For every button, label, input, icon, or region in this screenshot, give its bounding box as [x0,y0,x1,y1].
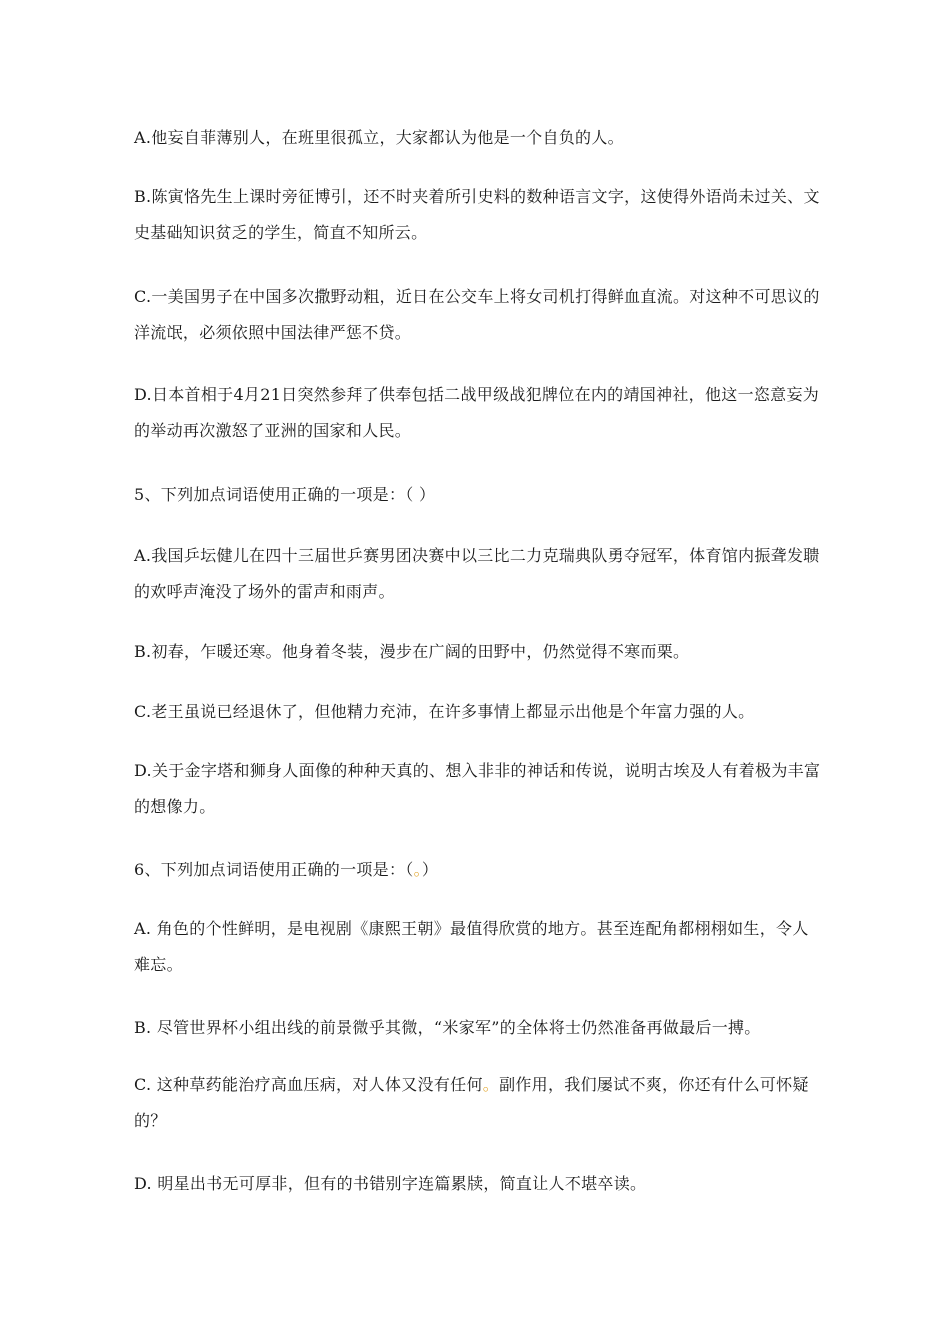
q6-option-a: A. 角色的个性鲜明，是电视剧《康熙王朝》最值得欣赏的地方。甚至连配角都栩栩如生，令人难忘。 [134,919,809,974]
q5-option-b: B.初春，乍暖还寒。他身着冬装，漫步在广阔的田野中，仍然觉得不寒而栗。 [134,642,690,661]
q6-option-b: B. 尽管世界杯小组出线的前景微乎其微，“米家军”的全体将士仍然准备再做最后一搏。 [134,1018,761,1037]
q4-option-c: C.一美国男子在中国多次撒野动粗，近日在公交车上将女司机打得鲜血直流。对这种不可思议的洋流氓，必须依照中国法律严惩不贷。 [134,287,820,342]
q6-option-c-text-2: 副作用，我们屡试不爽，你还有什么可怀疑的？ [134,1075,809,1130]
q6-option-c-text-1: C. 这种草药能治疗高血压病，对人体又没有任何 [134,1075,483,1094]
q5-option-a: A.我国乒坛健儿在四十三届世乒赛男团决赛中以三比二力克瑞典队勇夺冠军，体育馆内振聋发聩的欢呼声淹没了场外的雷声和雨声。 [134,546,820,601]
q5-option-d: D.关于金字塔和狮身人面像的种种天真的、想入非非的神话和传说，说明古埃及人有着极为丰富的想像力。 [134,761,821,816]
stray-dot-mark: 。 [413,860,422,879]
q6-stem [134,852,824,888]
stray-dot-mark-2: 。 [482,1075,500,1094]
q4-option-a: A.他妄自菲薄别人，在班里很孤立，大家都认为他是一个自负的人。 [134,128,624,147]
q6-stem-close: ） [421,860,439,879]
q6-stem-text: 6、下列加点词语使用正确的一项是：（ [134,860,414,879]
q5-option-c: C.老王虽说已经退休了，但他精力充沛，在许多事情上都显示出他是个年富力强的人。 [134,702,755,721]
q5-stem: 5、下列加点词语使用正确的一项是：（ ） [134,485,436,504]
q6-option-d: D. 明星出书无可厚非，但有的书错别字连篇累牍，简直让人不堪卒读。 [134,1174,647,1193]
q4-option-d: D.日本首相于4月21日突然参拜了供奉包括二战甲级战犯牌位在内的靖国神社，他这一恣意妄为的举动再次激怒了亚洲的国家和人民。 [134,385,820,440]
q6-option-c [134,1067,824,1139]
q4-option-b: B.陈寅恪先生上课时旁征博引，还不时夹着所引史料的数种语言文字，这使得外语尚未过关、文史基础知识贫乏的学生，简直不知所云。 [134,187,820,242]
